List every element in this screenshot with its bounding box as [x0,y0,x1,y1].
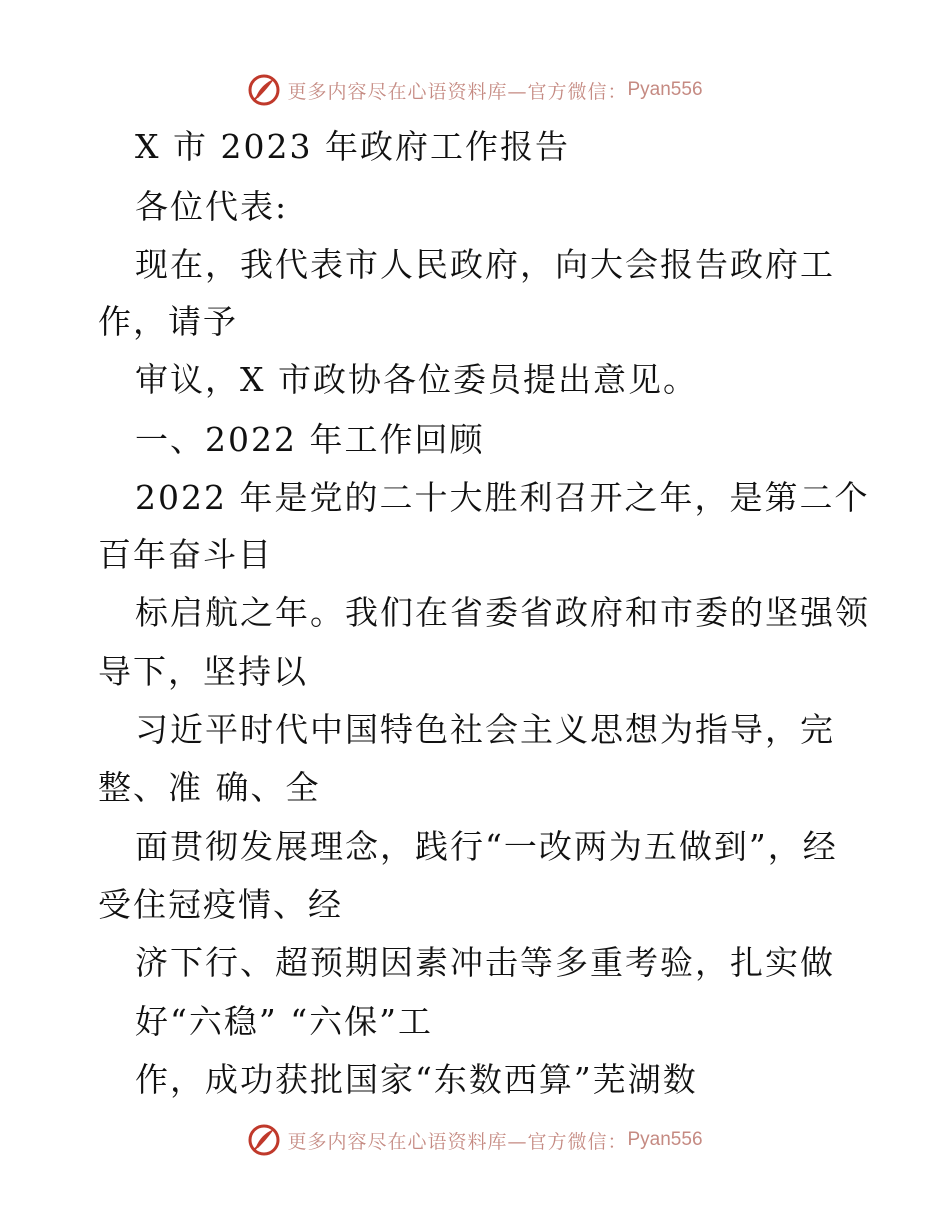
body-line: 受住冠疫情、经 [98,885,343,924]
watermark-wechat-id: Pyan556 [627,1129,703,1150]
body-line: 百年奋斗目 [98,535,273,574]
watermark-text: 更多内容尽在心语资料库—官方微信： [287,1130,628,1153]
body-line: 作，请予 [98,302,238,341]
body-line: 整、准 确、全 [98,768,321,807]
body-line: 作，成功获批国家“东数西算”芜湖数 [135,1060,698,1099]
salutation: 各位代表: [135,187,289,226]
body-line: 审议，X 市政协各位委员提出意见。 [135,360,698,399]
section-heading: 一、2022 年工作回顾 [135,420,485,459]
body-line: 济下行、超预期因素冲击等多重考验，扎实做 [135,943,835,982]
body-line: 导下，坚持以 [98,652,308,691]
quill-logo-icon [247,73,281,107]
body-line: 好“六稳” “六保”工 [135,1002,433,1041]
body-line: 习近平时代中国特色社会主义思想为指导，完 [135,710,835,749]
body-line: 现在，我代表市人民政府，向大会报告政府工 [135,245,835,284]
document-title: X 市 2023 年政府工作报告 [135,127,570,166]
body-line: 面贯彻发展理念，践行“一改两为五做到”，经 [135,827,838,866]
body-line: 2022 年是党的二十大胜利召开之年，是第二个 [135,478,870,517]
body-line: 标启航之年。我们在省委省政府和市委的坚强领 [135,593,870,632]
watermark-wechat-id: Pyan556 [627,79,703,100]
quill-logo-icon [247,1123,281,1157]
footer-watermark [0,1120,950,1160]
header-watermark [0,70,950,110]
watermark-text: 更多内容尽在心语资料库—官方微信： [287,80,628,103]
